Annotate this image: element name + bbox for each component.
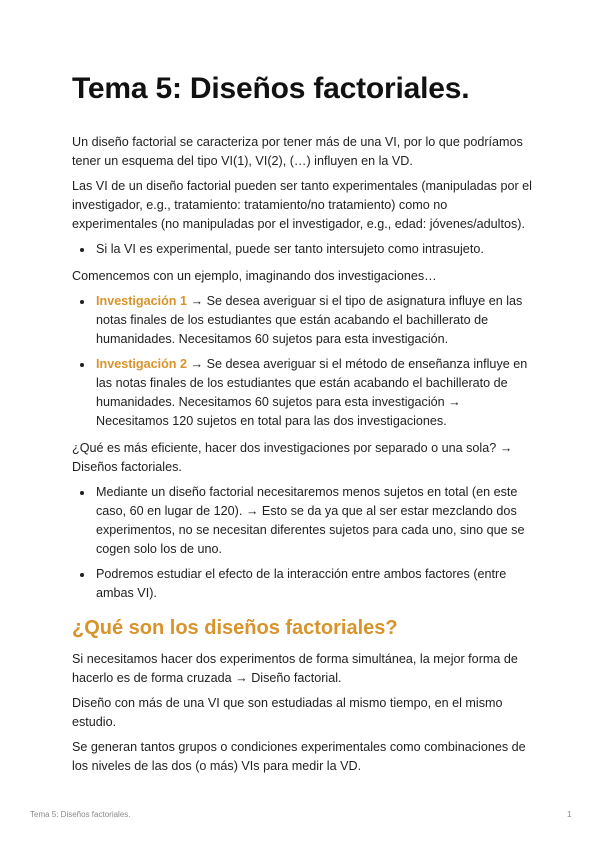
section-paragraph-3: Se generan tantos grupos o condiciones experimentales como combinaciones de los niveles de las dos (o más) VIs para medir la VD. xyxy=(72,740,526,773)
list-item: • Podremos estudiar el efecto de la interacción entre ambos factores (entre ambas VI). xyxy=(94,565,532,603)
investigation-2-text: → Se desea averiguar si el método de enseñanza influye en las notas finales de los estudiantes que están acabando el bachillerato de humanidades. Necesitamos 60 sujetos para esta investigación → Necesitamos 120 sujetos en total para las dos investigaciones. xyxy=(96,357,528,428)
section-heading: ¿Qué son los diseños factoriales? xyxy=(72,617,398,639)
investigation-2-label: Investigación 2 xyxy=(96,357,187,371)
intro-list xyxy=(72,240,532,259)
question-paragraph: ¿Qué es más eficiente, hacer dos investigaciones por separado o una sola? → Diseños factoriales. xyxy=(72,441,513,474)
intro-paragraph-2: Las VI de un diseño factorial pueden ser tanto experimentales (manipuladas por el investigador, e.g., tratamiento: tratamiento/no tratamiento) como no experimentales (no manipuladas por el investigador, e.g., edad: jóvenes/adultos). xyxy=(72,179,532,231)
document-body xyxy=(72,133,532,782)
intro-paragraph-3: Comencemos con un ejemplo, imaginando dos investigaciones… xyxy=(72,269,437,283)
section-paragraph-1: Si necesitamos hacer dos experimentos de forma simultánea, la mejor forma de hacerlo es de forma cruzada → Diseño factorial. xyxy=(72,652,518,685)
page-title: Tema 5: Diseños factoriales. xyxy=(72,72,470,105)
section-paragraph-2: Diseño con más de una VI que son estudiadas al mismo tiempo, en el mismo estudio. xyxy=(72,696,503,729)
advantages-list xyxy=(72,483,532,603)
intro-paragraph-1: Un diseño factorial se caracteriza por tener más de una VI, por lo que podríamos tener un esquema del tipo VI(1), VI(2), (…) influyen en la VD. xyxy=(72,135,523,168)
investigation-1-label: Investigación 1 xyxy=(96,294,187,308)
investigations-list xyxy=(72,292,532,431)
investigation-2-item xyxy=(94,355,532,431)
list-item: • Si la VI es experimental, puede ser tanto intersujeto como intrasujeto. xyxy=(94,240,532,259)
list-item: • Mediante un diseño factorial necesitaremos menos sujetos en total (en este caso, 60 en lugar de 120). → Esto se da ya que al ser estar mezclando dos experimentos, no se necesitan diferentes sujetos para cada uno, sino que se cogen solo los de uno. xyxy=(94,483,532,559)
page-number: 1 xyxy=(567,810,572,819)
investigation-1-text: → Se desea averiguar si el tipo de asignatura influye en las notas finales de los estudiantes que están acabando el bachillerato de humanidades. Necesitamos 60 sujetos para esta investigación. xyxy=(96,294,523,346)
footer-title: Tema 5: Diseños factoriales. xyxy=(30,810,131,819)
investigation-1-item xyxy=(94,292,532,349)
